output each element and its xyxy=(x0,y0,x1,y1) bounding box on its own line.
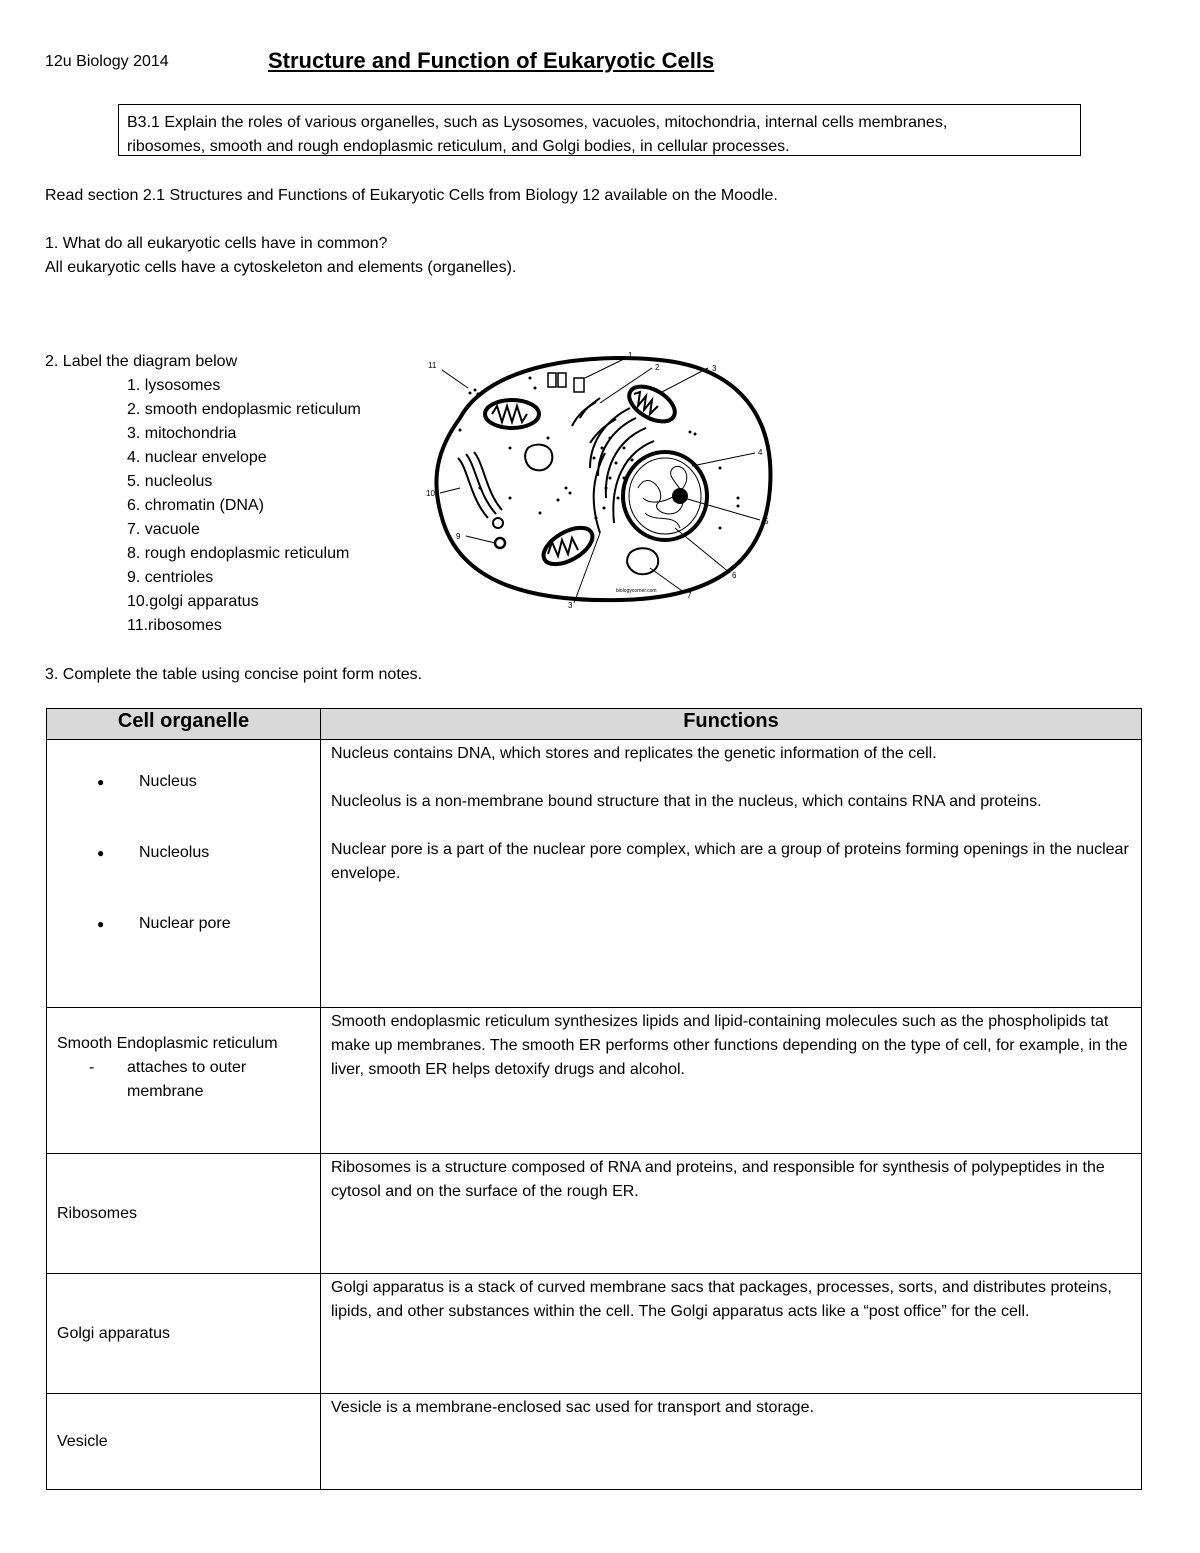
table-row xyxy=(47,1394,1142,1490)
function-text: Smooth endoplasmic reticulum synthesizes lipids and lipid-containing molecules such as the phospholipids tat make up membranes. The smooth ER performs other functions depending on the type of cell, for example, in the liver, smooth ER helps detoxify drugs and alcohol. xyxy=(331,1013,1128,1078)
nucleolus xyxy=(672,488,688,504)
organelle-cell xyxy=(47,1008,321,1154)
organelle-cell xyxy=(47,740,321,1008)
header-cell-functions: Functions xyxy=(321,709,1142,740)
mitochondrion xyxy=(538,520,599,571)
subnote-marker: - xyxy=(89,1059,95,1076)
diagram-number: 10 xyxy=(426,489,435,498)
question-3: 3. Complete the table using concise point form notes. xyxy=(45,666,423,683)
centriole xyxy=(548,373,584,392)
table-row xyxy=(47,1274,1142,1394)
page-title: Structure and Function of Eukaryotic Cells xyxy=(268,48,715,73)
label-item: 7. vacuole xyxy=(127,521,200,538)
diagram-number: 3 xyxy=(568,601,573,610)
leader-lines xyxy=(440,358,760,603)
label-item: 8. rough endoplasmic reticulum xyxy=(127,545,350,562)
diagram-credit: biologycorner.com xyxy=(616,588,657,594)
label-item: 5. nucleolus xyxy=(127,473,213,490)
centriole xyxy=(495,538,505,548)
expectation-line-1: B3.1 Explain the roles of various organelles, such as Lysosomes, vacuoles, mitochondria, internal cells membranes, xyxy=(127,114,948,131)
organelle-bullet: ● Nucleolus xyxy=(97,841,310,865)
label-item: 3. mitochondria xyxy=(127,425,237,442)
organelle-name: Vesicle xyxy=(57,1432,108,1450)
diagram-number: 7 xyxy=(687,591,692,600)
mitochondrion xyxy=(485,400,539,428)
label-item: 2. smooth endoplasmic reticulum xyxy=(127,401,361,418)
function-text: Ribosomes is a structure composed of RNA and proteins, and responsible for synthesis of polypeptides in the cytosol and on the surface of the rough ER. xyxy=(331,1159,1105,1200)
diagram-label-list xyxy=(127,374,361,638)
header-cell-organelle: Cell organelle xyxy=(47,709,321,740)
functions-cell xyxy=(321,1008,1142,1154)
expectation-line-2: ribosomes, smooth and rough endoplasmic reticulum, and Golgi bodies, in cellular processes. xyxy=(127,138,790,155)
diagram-number: 11 xyxy=(428,361,437,370)
functions-cell xyxy=(321,1154,1142,1274)
organelle-bullet: ● Nucleus xyxy=(97,770,310,794)
diagram-number: 9 xyxy=(456,532,461,541)
diagram-number: 2 xyxy=(655,363,660,372)
organelle-bullet-list xyxy=(57,770,310,936)
label-item: 9. centrioles xyxy=(127,569,214,586)
function-text: Golgi apparatus is a stack of curved membrane sacs that packages, processes, sorts, and distributes proteins, lipids, and other substances within the cell. The Golgi apparatus acts like a “post office” for the cell. xyxy=(331,1279,1112,1320)
subnote-text: attaches to outer membrane xyxy=(127,1059,247,1100)
function-text: Vesicle is a membrane-enclosed sac used for transport and storage. xyxy=(331,1399,814,1416)
organelle-bullet: ● Nuclear pore xyxy=(97,912,310,936)
golgi-apparatus xyxy=(458,452,502,518)
functions-cell xyxy=(321,740,1142,1008)
table-row xyxy=(47,1154,1142,1274)
question-1: 1. What do all eukaryotic cells have in common? xyxy=(45,235,388,252)
table-row xyxy=(47,740,1142,1008)
animal-cell-diagram xyxy=(420,348,790,616)
function-text: Nucleus contains DNA, which stores and replicates the genetic information of the cell. xyxy=(331,745,937,762)
label-item: 4. nuclear envelope xyxy=(127,449,267,466)
diagram-number: 5 xyxy=(764,517,769,526)
question-2: 2. Label the diagram below xyxy=(45,353,238,370)
diagram-number: 4 xyxy=(758,448,763,457)
label-item: 11.ribosomes xyxy=(127,617,222,634)
label-item: 10.golgi apparatus xyxy=(127,593,259,610)
diagram-number: 1 xyxy=(628,351,633,360)
organelle-cell xyxy=(47,1154,321,1274)
reading-instruction: Read section 2.1 Structures and Functions of Eukaryotic Cells from Biology 12 available on the Moodle. xyxy=(45,187,778,204)
label-item: 6. chromatin (DNA) xyxy=(127,497,264,514)
organelle-name: Smooth Endoplasmic reticulum xyxy=(57,1035,278,1052)
organelle-table xyxy=(46,708,1142,1490)
functions-cell xyxy=(321,1394,1142,1490)
function-text: Nucleolus is a non-membrane bound structure that in the nucleus, which contains RNA and proteins. xyxy=(331,793,1042,810)
function-text: Nuclear pore is a part of the nuclear pore complex, which are a group of proteins forming openings in the nuclear envelope. xyxy=(331,841,1129,882)
table-row xyxy=(47,1008,1142,1154)
table-header-row xyxy=(47,709,1142,740)
organelle-cell xyxy=(47,1274,321,1394)
functions-cell xyxy=(321,1274,1142,1394)
diagram-number: 6 xyxy=(732,571,737,580)
answer-1: All eukaryotic cells have a cytoskeleton and elements (organelles). xyxy=(45,259,517,276)
diagram-number: 3 xyxy=(712,364,717,373)
expectation-box xyxy=(118,104,1081,156)
vesicle xyxy=(493,518,503,528)
organelle-subnote xyxy=(57,1056,310,1104)
organelle-name: Golgi apparatus xyxy=(57,1324,170,1342)
course-label: 12u Biology 2014 xyxy=(45,53,169,70)
label-item: 1. lysosomes xyxy=(127,377,221,394)
vacuole xyxy=(525,445,552,471)
organelle-cell xyxy=(47,1394,321,1490)
organelle-name: Ribosomes xyxy=(57,1204,138,1222)
